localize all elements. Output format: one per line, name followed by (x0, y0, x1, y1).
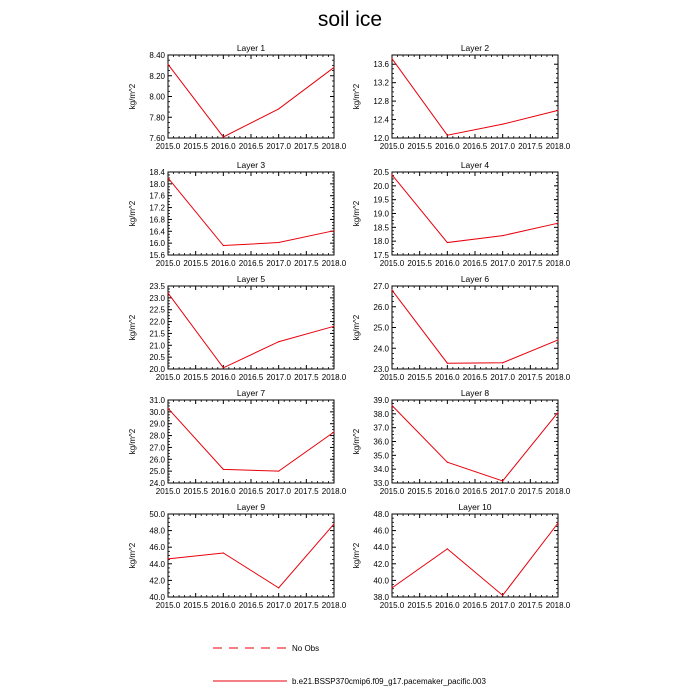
y-tick-label: 16.0 (149, 239, 165, 249)
x-tick-label: 2018.0 (321, 487, 347, 496)
y-tick-label: 21.5 (149, 329, 165, 339)
y-tick-label: 37.0 (373, 423, 389, 433)
y-tick-label: 20.0 (149, 365, 165, 374)
page-title: soil ice (317, 8, 383, 31)
data-point (167, 293, 168, 294)
data-point (502, 595, 503, 596)
x-tick-label: 2017.0 (266, 601, 291, 610)
y-tick-label: 13.2 (373, 78, 389, 88)
subplot-title: Layer 5 (236, 274, 266, 284)
x-tick-label: 2016.5 (462, 142, 488, 151)
data-point (502, 124, 503, 125)
plot-frame (168, 172, 334, 255)
data-point (391, 290, 392, 291)
y-axis-label: kg/m^2 (128, 542, 137, 569)
subplot-title: Layer 2 (460, 43, 490, 53)
data-point (557, 523, 558, 524)
x-tick-label: 2015.0 (379, 601, 405, 610)
x-tick-label: 2017.5 (518, 487, 543, 496)
data-point (447, 548, 448, 549)
x-tick-label: 2017.0 (490, 142, 515, 151)
x-tick-label: 2016.0 (435, 601, 460, 610)
plot-frame (392, 286, 558, 369)
x-tick-label: 2015.5 (183, 601, 208, 610)
x-tick-label: 2018.0 (545, 601, 571, 610)
x-tick-label: 2017.5 (518, 259, 543, 268)
y-axis-label: kg/m^2 (128, 428, 137, 455)
y-tick-label: 23.0 (149, 293, 165, 303)
y-tick-label: 25.0 (373, 323, 389, 333)
y-tick-label: 40.0 (149, 593, 165, 602)
y-tick-label: 50.0 (149, 510, 165, 519)
y-tick-label: 18.4 (149, 168, 165, 177)
subplot-title: Layer 1 (236, 43, 266, 53)
y-tick-label: 34.0 (373, 465, 389, 475)
x-tick-label: 2016.0 (211, 142, 236, 151)
x-tick-label: 2017.5 (294, 487, 319, 496)
subplot-layer-1 (128, 43, 347, 151)
subplot-title: Layer 8 (460, 388, 490, 398)
data-point (557, 412, 558, 413)
x-tick-label: 2015.0 (155, 259, 181, 268)
data-point (333, 523, 334, 524)
data-point (333, 326, 334, 327)
data-point (391, 58, 392, 59)
y-tick-label: 19.0 (373, 209, 389, 219)
y-axis-label: kg/m^2 (128, 314, 137, 341)
subplot-layer-7 (128, 388, 347, 496)
subplot-title: Layer 6 (460, 274, 490, 284)
legend (213, 644, 486, 686)
series-line (168, 408, 334, 471)
subplot-layer-2 (352, 43, 571, 151)
y-tick-label: 36.0 (373, 437, 389, 447)
y-tick-label: 27.0 (149, 443, 165, 453)
x-tick-label: 2016.0 (435, 487, 460, 496)
y-tick-label: 8.20 (149, 71, 165, 81)
y-tick-label: 44.0 (149, 559, 165, 569)
y-tick-label: 29.0 (149, 419, 165, 429)
x-tick-label: 2015.0 (379, 142, 405, 151)
x-tick-label: 2016.5 (462, 373, 488, 382)
x-tick-label: 2015.5 (183, 487, 208, 496)
legend-label: No Obs (292, 644, 320, 653)
data-point (223, 245, 224, 246)
data-point (391, 587, 392, 588)
y-axis-label: kg/m^2 (352, 83, 361, 110)
y-tick-label: 24.0 (149, 479, 165, 488)
x-tick-label: 2016.0 (435, 142, 460, 151)
y-tick-label: 17.6 (149, 191, 165, 201)
data-point (333, 431, 334, 432)
x-tick-label: 2016.5 (238, 487, 264, 496)
y-tick-label: 23.5 (149, 282, 165, 291)
y-tick-label: 19.5 (373, 195, 389, 205)
x-tick-label: 2018.0 (545, 142, 571, 151)
x-tick-label: 2015.0 (379, 259, 405, 268)
y-tick-label: 28.0 (149, 431, 165, 441)
y-tick-label: 12.8 (373, 97, 389, 107)
y-tick-label: 26.0 (373, 302, 389, 312)
x-tick-label: 2016.0 (435, 259, 460, 268)
x-tick-label: 2017.0 (490, 487, 515, 496)
y-tick-label: 18.0 (373, 237, 389, 247)
plot-frame (392, 400, 558, 483)
y-axis-label: kg/m^2 (128, 83, 137, 110)
x-tick-label: 2016.5 (238, 373, 264, 382)
x-tick-label: 2016.0 (211, 487, 236, 496)
y-tick-label: 38.0 (373, 409, 389, 419)
x-tick-label: 2018.0 (321, 601, 347, 610)
y-tick-label: 30.0 (149, 407, 165, 417)
data-point (278, 108, 279, 109)
x-tick-label: 2015.5 (183, 142, 208, 151)
y-tick-label: 17.2 (149, 203, 165, 213)
x-tick-label: 2018.0 (545, 259, 571, 268)
y-tick-label: 26.0 (149, 455, 165, 465)
x-tick-label: 2017.0 (490, 259, 515, 268)
y-axis-label: kg/m^2 (128, 200, 137, 227)
y-tick-label: 20.0 (373, 181, 389, 191)
data-point (557, 223, 558, 224)
y-tick-label: 42.0 (373, 559, 389, 569)
subplot-title: Layer 4 (460, 160, 490, 170)
x-tick-label: 2018.0 (321, 373, 347, 382)
y-tick-label: 18.5 (373, 223, 389, 233)
y-tick-label: 31.0 (149, 396, 165, 405)
x-tick-label: 2015.0 (155, 601, 181, 610)
y-tick-label: 46.0 (373, 526, 389, 536)
y-tick-label: 25.0 (149, 467, 165, 477)
data-point (278, 341, 279, 342)
data-point (447, 462, 448, 463)
y-tick-label: 12.4 (373, 115, 389, 125)
x-tick-label: 2016.5 (462, 487, 488, 496)
x-tick-label: 2017.5 (518, 142, 543, 151)
y-tick-label: 13.6 (373, 60, 389, 70)
subplot-layer-3 (128, 160, 347, 268)
x-tick-label: 2016.0 (211, 259, 236, 268)
series-line (392, 59, 558, 136)
y-tick-label: 39.0 (373, 396, 389, 405)
x-tick-label: 2017.5 (294, 142, 319, 151)
y-tick-label: 22.5 (149, 305, 165, 315)
data-point (278, 242, 279, 243)
x-tick-label: 2018.0 (545, 373, 571, 382)
y-tick-label: 8.40 (149, 51, 165, 60)
y-tick-label: 20.5 (373, 168, 389, 177)
y-tick-label: 16.4 (149, 227, 165, 237)
data-point (167, 558, 168, 559)
subplot-title: Layer 3 (236, 160, 266, 170)
data-point (167, 177, 168, 178)
plot-frame (392, 55, 558, 138)
x-tick-label: 2017.5 (518, 373, 543, 382)
y-tick-label: 7.80 (149, 113, 165, 123)
x-tick-label: 2015.5 (407, 601, 432, 610)
x-tick-label: 2015.5 (183, 373, 208, 382)
x-tick-label: 2017.5 (294, 601, 319, 610)
x-tick-label: 2016.0 (211, 373, 236, 382)
y-tick-label: 38.0 (373, 593, 389, 602)
y-axis-label: kg/m^2 (352, 428, 361, 455)
x-tick-label: 2015.5 (407, 487, 432, 496)
y-tick-label: 35.0 (373, 451, 389, 461)
data-point (502, 480, 503, 481)
x-tick-label: 2015.5 (183, 259, 208, 268)
subplot-layer-8 (352, 388, 571, 496)
data-point (391, 174, 392, 175)
data-point (223, 367, 224, 368)
subplot-layer-9 (128, 502, 347, 610)
y-tick-label: 16.8 (149, 215, 165, 225)
x-tick-label: 2016.0 (435, 373, 460, 382)
data-point (167, 64, 168, 65)
x-tick-label: 2015.0 (379, 487, 405, 496)
legend-label: b.e21.BSSP370cmip6.f09_g17.pacemaker_pacific.003 (292, 677, 486, 686)
x-tick-label: 2017.5 (518, 601, 543, 610)
series-line (168, 293, 334, 368)
y-tick-label: 27.0 (373, 282, 389, 291)
y-tick-label: 23.0 (373, 365, 389, 374)
x-tick-label: 2016.5 (238, 259, 264, 268)
data-point (278, 471, 279, 472)
x-tick-label: 2016.5 (238, 601, 264, 610)
y-axis-label: kg/m^2 (352, 314, 361, 341)
y-tick-label: 18.0 (149, 179, 165, 189)
y-tick-label: 44.0 (373, 543, 389, 553)
y-axis-label: kg/m^2 (352, 200, 361, 227)
data-point (278, 587, 279, 588)
y-tick-label: 46.0 (149, 543, 165, 553)
data-point (333, 230, 334, 231)
y-tick-label: 7.60 (149, 134, 165, 143)
x-tick-label: 2017.0 (490, 601, 515, 610)
y-tick-label: 15.6 (149, 251, 165, 260)
subplot-layer-10 (352, 502, 571, 610)
y-tick-label: 40.0 (373, 576, 389, 586)
subplot-layer-6 (352, 274, 571, 382)
subplot-title: Layer 10 (458, 502, 492, 512)
x-tick-label: 2017.0 (266, 373, 291, 382)
y-tick-label: 48.0 (149, 526, 165, 536)
series-line (168, 178, 334, 246)
y-tick-label: 24.0 (373, 344, 389, 354)
series-line (392, 290, 558, 363)
series-line (168, 524, 334, 588)
x-tick-label: 2017.0 (266, 259, 291, 268)
subplot-title: Layer 9 (236, 502, 266, 512)
subplot-title: Layer 7 (236, 388, 266, 398)
x-tick-label: 2015.0 (155, 373, 181, 382)
x-tick-label: 2015.0 (155, 142, 181, 151)
series-line (392, 406, 558, 481)
plot-frame (392, 172, 558, 255)
y-tick-label: 8.00 (149, 92, 165, 102)
y-tick-label: 42.0 (149, 576, 165, 586)
data-point (391, 405, 392, 406)
y-tick-label: 22.0 (149, 317, 165, 327)
y-axis-label: kg/m^2 (352, 542, 361, 569)
data-point (333, 67, 334, 68)
y-tick-label: 33.0 (373, 479, 389, 488)
series-line (392, 175, 558, 243)
data-point (447, 135, 448, 136)
data-point (167, 408, 168, 409)
y-tick-label: 17.5 (373, 251, 389, 260)
subplot-layer-5 (128, 274, 347, 382)
x-tick-label: 2018.0 (545, 487, 571, 496)
x-tick-label: 2018.0 (321, 259, 347, 268)
data-point (557, 110, 558, 111)
x-tick-label: 2017.0 (266, 142, 291, 151)
subplot-layer-4 (352, 160, 571, 268)
x-tick-label: 2018.0 (321, 142, 347, 151)
y-tick-label: 12.0 (373, 134, 389, 143)
y-tick-label: 48.0 (373, 510, 389, 519)
data-point (223, 552, 224, 553)
y-tick-label: 21.0 (149, 341, 165, 351)
plot-frame (168, 514, 334, 597)
x-tick-label: 2015.5 (407, 373, 432, 382)
data-point (223, 136, 224, 137)
series-line (392, 523, 558, 595)
x-tick-label: 2016.5 (462, 259, 488, 268)
x-tick-label: 2017.0 (266, 487, 291, 496)
x-tick-label: 2017.5 (294, 259, 319, 268)
series-line (168, 64, 334, 137)
data-point (502, 362, 503, 363)
x-tick-label: 2015.5 (407, 259, 432, 268)
x-tick-label: 2016.5 (238, 142, 264, 151)
x-tick-label: 2017.0 (490, 373, 515, 382)
data-point (223, 469, 224, 470)
data-point (447, 363, 448, 364)
data-point (557, 339, 558, 340)
x-tick-label: 2015.5 (407, 142, 432, 151)
y-tick-label: 20.5 (149, 353, 165, 363)
x-tick-label: 2016.0 (211, 601, 236, 610)
x-tick-label: 2017.5 (294, 373, 319, 382)
x-tick-label: 2015.0 (379, 373, 405, 382)
data-point (447, 242, 448, 243)
data-point (502, 235, 503, 236)
x-tick-label: 2015.0 (155, 487, 181, 496)
x-tick-label: 2016.5 (462, 601, 488, 610)
